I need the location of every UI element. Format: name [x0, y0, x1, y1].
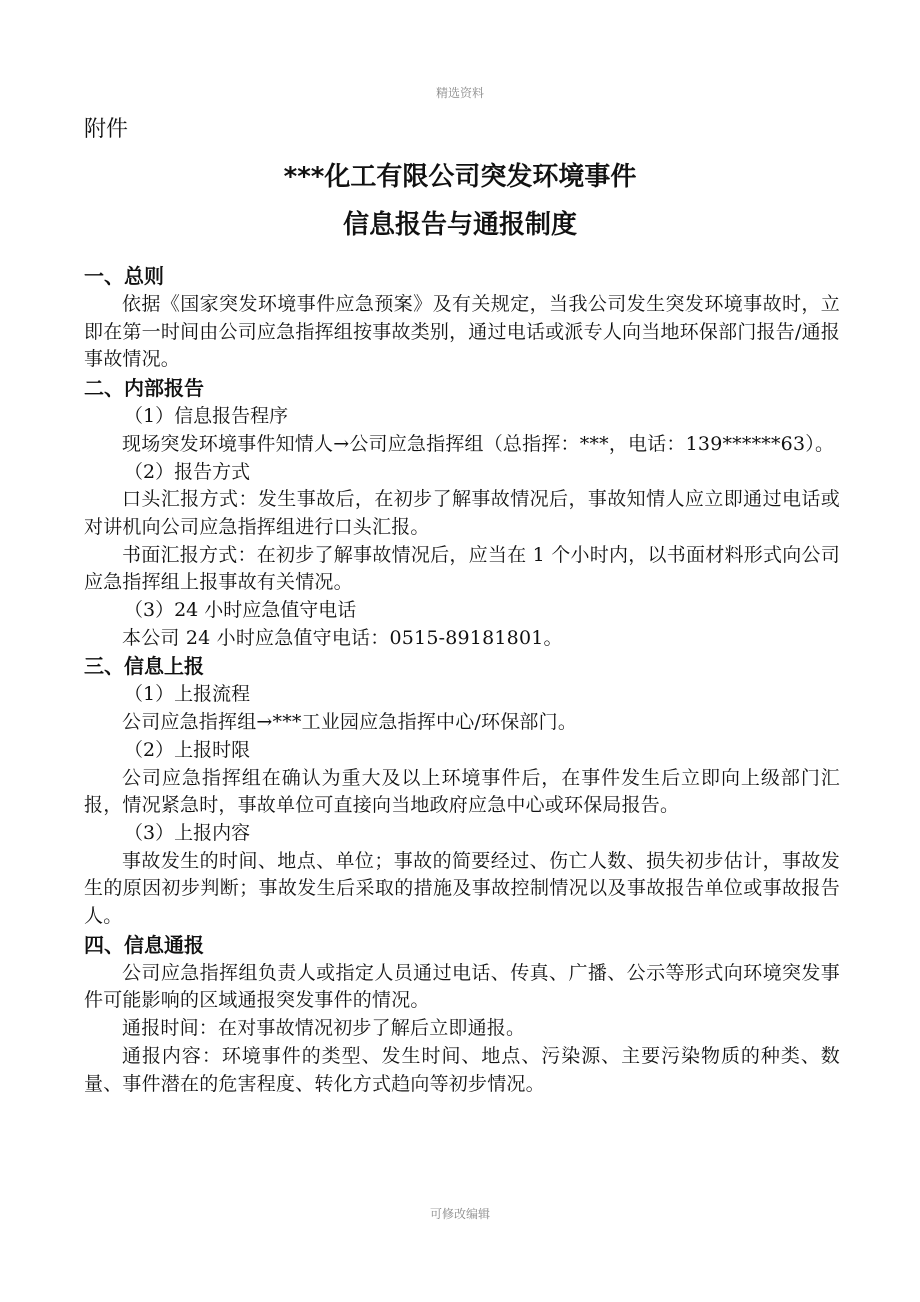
- document-title-line-2: 信息报告与通报制度: [342, 210, 577, 240]
- paragraph: 口头汇报方式：发生事故后，在初步了解事故情况后，事故知情人应立即通过电话或对讲机向公司应急指挥组进行口头汇报。: [84, 488, 840, 538]
- paragraph: 通报时间：在对事故情况初步了解后立即通报。: [122, 1017, 526, 1040]
- section-heading-info-notification: 四、信息通报: [84, 932, 204, 957]
- document-body: [84, 262, 840, 1098]
- paragraph: 依据《国家突发环境事件应急预案》及有关规定，当我公司发生突发环境事故时，立即在第一时间由公司应急指挥组按事故类别，通过电话或派专人向当地环保部门报告/通报事故情况。: [84, 293, 840, 371]
- paragraph: 公司应急指挥组在确认为重大及以上环境事件后，在事件发生后立即向上级部门汇报，情况紧急时，事故单位可直接向当地政府应急中心或环保局报告。: [84, 766, 840, 817]
- paragraph: 通报内容：环境事件的类型、发生时间、地点、污染源、主要污染物质的种类、数量、事件潜在的危害程度、转化方式趋向等初步情况。: [84, 1044, 840, 1095]
- page-footer-note: 可修改编辑: [429, 1207, 490, 1221]
- paragraph: 书面汇报方式：在初步了解事故情况后，应当在 1 个小时内，以书面材料形式向公司应急指挥组上报事故有关情况。: [84, 543, 840, 594]
- paragraph: 现场突发环境事件知情人→公司应急指挥组（总指挥：***，电话：139******63）。: [122, 432, 835, 455]
- subsection-heading: （2）上报时限: [124, 738, 251, 761]
- section-heading-internal-report: 二、内部报告: [84, 376, 204, 401]
- document-title-line-1: ***化工有限公司突发环境事件: [283, 162, 637, 192]
- paragraph: 公司应急指挥组负责人或指定人员通过电话、传真、广播、公示等形式向环境突发事件可能影响的区域通报突发事件的情况。: [84, 961, 840, 1012]
- section-heading-general: 一、总则: [84, 264, 164, 288]
- subsection-heading: （2）报告方式: [124, 460, 251, 483]
- paragraph: 本公司 24 小时应急值守电话：0515-89181801。: [122, 626, 563, 649]
- subsection-heading: （3）上报内容: [124, 821, 251, 844]
- subsection-heading: （1）信息报告程序: [124, 405, 289, 428]
- subsection-heading: （1）上报流程: [124, 683, 251, 706]
- page-header-note: 精选资料: [435, 86, 484, 100]
- subsection-heading: （3）24 小时应急值守电话: [124, 599, 357, 622]
- paragraph: 公司应急指挥组→***工业园应急指挥中心/环保部门。: [122, 711, 578, 734]
- section-heading-info-reporting: 三、信息上报: [84, 654, 204, 679]
- paragraph: 事故发生的时间、地点、单位；事故的简要经过、伤亡人数、损失初步估计，事故发生的原因初步判断；事故发生后采取的措施及事故控制情况以及事故报告单位或事故报告人。: [84, 849, 840, 928]
- attachment-label: 附件: [84, 117, 129, 142]
